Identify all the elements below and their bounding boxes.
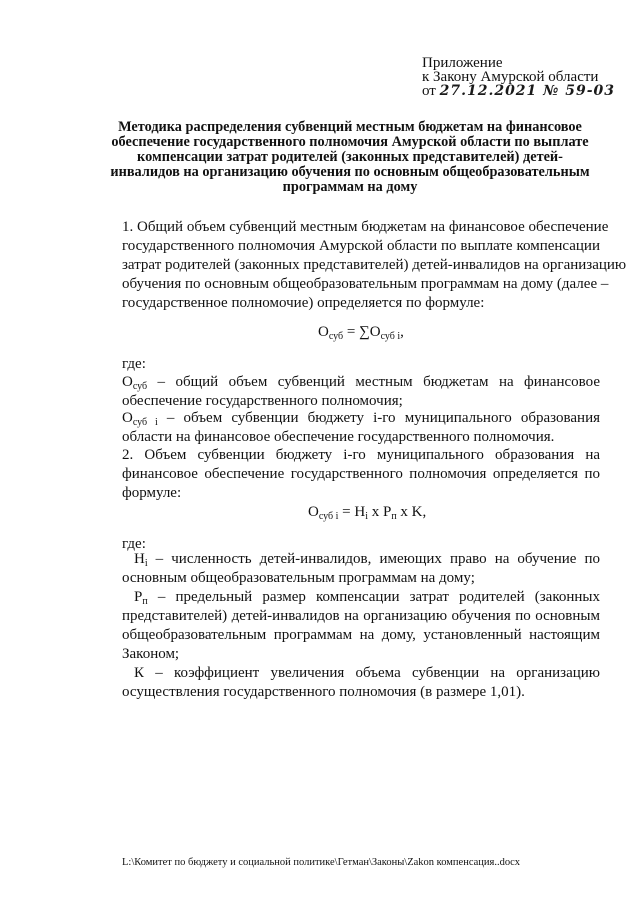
handwritten-date-number: 27.12.2021 № 59-03	[439, 83, 616, 99]
definition-line	[122, 588, 600, 607]
definition-subscript: п	[142, 596, 148, 607]
definition-line: Законом;	[122, 646, 180, 662]
definition-total	[122, 373, 600, 411]
definition-line: области на финансовое обеспечение государственного полномочия.	[122, 429, 555, 445]
formula-subscript: суб	[328, 331, 344, 342]
formula-operator: = ∑О	[343, 324, 381, 340]
title-line: программам на дому	[282, 179, 418, 195]
title-line: инвалидов на организацию обучения по основным общеобразовательным	[110, 164, 590, 180]
paragraph-line: государственное полномочие) определяется по формуле:	[122, 295, 485, 311]
paragraph-1	[122, 218, 627, 313]
definition-line: обеспечение государственного полномочия;	[122, 393, 403, 409]
formula-subscript: п	[391, 511, 397, 522]
definition-max-compensation	[122, 588, 600, 664]
formula-total-subvention	[318, 324, 404, 341]
definition-children-count	[122, 550, 600, 588]
paragraph-line: финансовое обеспечение государственного полномочия определяется по	[122, 466, 600, 482]
definition-subscript: i	[144, 558, 148, 569]
definition-symbol: Р	[134, 589, 143, 605]
formula-punct: ,	[400, 324, 404, 340]
appendix-block	[422, 56, 615, 98]
definition-municipal	[122, 409, 600, 447]
definition-text: – общий объем субвенций местным бюджетам на финансовое	[147, 374, 600, 390]
formula-municipal-subvention	[308, 504, 426, 521]
appendix-date-line	[422, 84, 615, 98]
definition-symbol: Н	[134, 551, 145, 567]
appendix-label: Приложение	[422, 55, 503, 71]
appendix-law-ref: к Закону Амурской области	[422, 69, 599, 85]
paragraph-line: затрат родителей (законных представителей) детей-инвалидов на организацию	[122, 257, 627, 273]
definition-line: осуществления государственного полномочия (в размере 1,01).	[122, 684, 525, 700]
title-line: компенсации затрат родителей (законных представителей) детей-	[137, 149, 563, 165]
definition-line	[122, 664, 600, 683]
definition-text: – коэффициент увеличения объема субвенции на организацию	[144, 665, 600, 681]
definition-coefficient	[122, 664, 600, 702]
file-path-footer: L:\Комитет по бюджету и социальной политике\Гетман\Законы\Zakon компенсация..docx	[122, 857, 521, 868]
where-label: где:	[122, 356, 146, 372]
title-line: обеспечение государственного полномочия Амурской области по выплате	[111, 134, 589, 150]
formula-operator: = Н	[338, 504, 366, 520]
definition-line: представителей) детей-инвалидов на организацию обучения по основным	[122, 608, 600, 624]
definition-line: основным общеобразовательным программам на дому;	[122, 570, 475, 586]
paragraph-line: 2. Объем субвенции бюджету i-го муниципального образования на	[122, 447, 600, 463]
formula-symbol: О	[308, 504, 319, 520]
definition-line	[122, 373, 600, 392]
formula-operator: x K,	[396, 504, 427, 520]
paragraph-line: 1. Общий объем субвенций местным бюджетам на финансовое обеспечение	[122, 219, 609, 235]
definition-text: – объем субвенции бюджету i-го муниципального образования	[157, 410, 600, 426]
formula-subscript: суб i	[380, 331, 401, 342]
definition-symbol: О	[122, 374, 133, 390]
formula-symbol: О	[318, 324, 329, 340]
definition-line: общеобразовательным программам на дому, установленный настоящим	[122, 627, 600, 643]
formula-subscript: i	[365, 511, 368, 522]
definition-subscript: суб i	[132, 417, 158, 428]
definition-symbol: К	[134, 665, 145, 681]
title-line: Методика распределения субвенций местным бюджетам на финансовое	[118, 119, 582, 135]
definition-symbol: О	[122, 410, 133, 426]
where-label: где:	[122, 536, 146, 552]
paragraph-2	[122, 446, 600, 503]
document-title	[100, 120, 600, 195]
formula-operator: x Р	[367, 504, 392, 520]
definition-line	[122, 409, 600, 428]
definition-text: – численность детей-инвалидов, имеющих право на обучение по	[147, 551, 600, 567]
appendix-date-prefix: от	[422, 83, 436, 99]
definition-line	[122, 550, 600, 569]
paragraph-line: государственного полномочия Амурской области по выплате компенсации	[122, 238, 600, 254]
formula-subscript: суб i	[318, 511, 339, 522]
definition-text: – предельный размер компенсации затрат родителей (законных	[147, 589, 600, 605]
paragraph-line: формуле:	[122, 485, 182, 501]
paragraph-line: обучения по основным общеобразовательным программам на дому (далее –	[122, 276, 609, 292]
definition-subscript: суб	[132, 381, 148, 392]
